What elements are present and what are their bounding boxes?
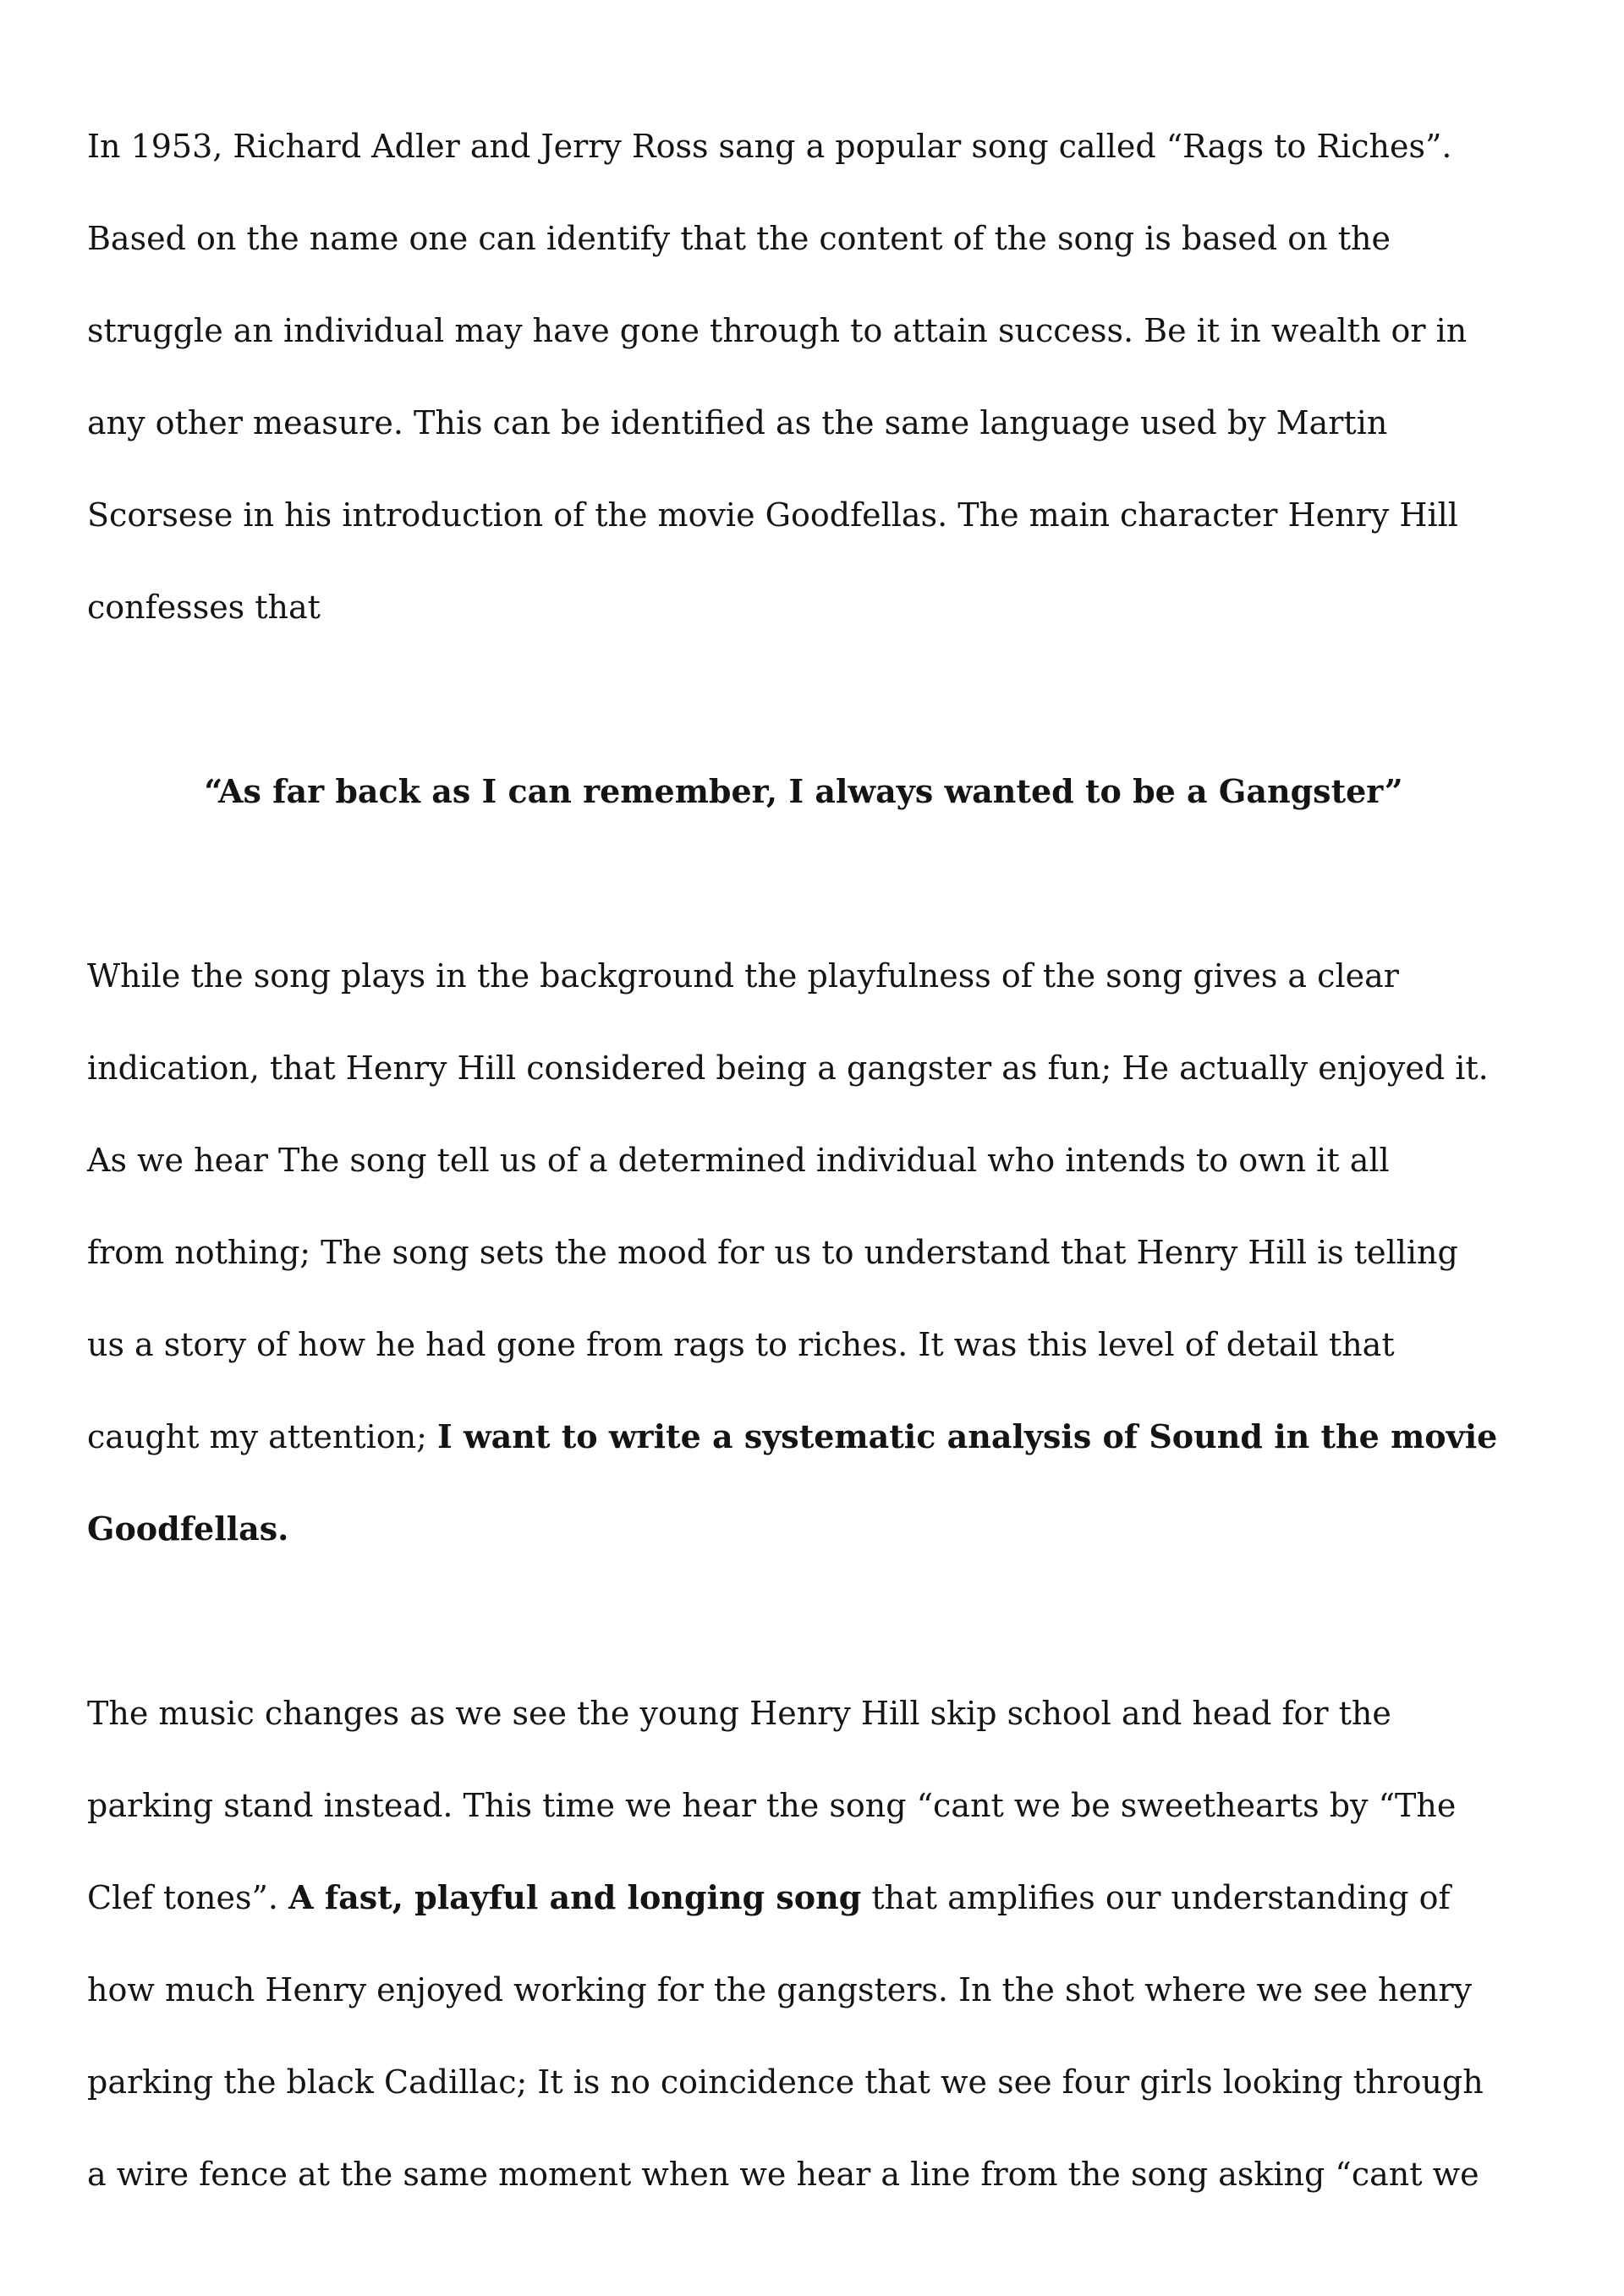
- paragraph-3-line-2: parking stand instead. This time we hear the song “cant we be sweethearts by “The: [87, 1787, 1457, 1824]
- paragraph-1-line-6: confesses that: [87, 589, 321, 626]
- paragraph-1-line-4: any other measure. This can be identified as the same language used by Martin: [87, 404, 1388, 441]
- paragraph-1-line-2: Based on the name one can identify that the content of the song is based on the: [87, 220, 1391, 257]
- paragraph-2-line-1: While the song plays in the background the playfulness of the song gives a clear: [87, 957, 1399, 995]
- song-description-bold: A fast, playful and longing song: [288, 1878, 862, 1916]
- paragraph-2-line-7: [87, 1505, 288, 1553]
- thesis-statement-part-1: I want to write a systematic analysis of Sound in the movie: [436, 1417, 1498, 1455]
- paragraph-3-line-3: [87, 1874, 1451, 1921]
- paragraph-3-line-3-plain-a: Clef tones”.: [87, 1879, 289, 1916]
- paragraph-2-line-2: indication, that Henry Hill considered being a gangster as fun; He actually enjoyed it.: [87, 1049, 1489, 1087]
- paragraph-3-line-3-plain-b: that amplifies our understanding of: [861, 1879, 1451, 1916]
- thesis-statement-part-2: Goodfellas.: [87, 1510, 289, 1548]
- paragraph-1-line-5: Scorsese in his introduction of the movie Goodfellas. The main character Henry Hill: [87, 496, 1458, 534]
- paragraph-3-line-6: a wire fence at the same moment when we hear a line from the song asking “cant we: [87, 2156, 1479, 2193]
- paragraph-3-line-1: The music changes as we see the young Henry Hill skip school and head for the: [87, 1695, 1391, 1732]
- paragraph-1-line-1: In 1953, Richard Adler and Jerry Ross sang a popular song called “Rags to Riches”.: [87, 128, 1452, 165]
- paragraph-1-line-3: struggle an individual may have gone through to attain success. Be it in wealth or in: [87, 312, 1468, 349]
- paragraph-3-line-5: parking the black Cadillac; It is no coincidence that we see four girls looking through: [87, 2063, 1484, 2101]
- paragraph-2-line-5: us a story of how he had gone from rags to riches. It was this level of detail that: [87, 1326, 1395, 1363]
- paragraph-2-line-3: As we hear The song tell us of a determined individual who intends to own it all: [87, 1142, 1390, 1179]
- paragraph-3-line-4: how much Henry enjoyed working for the gangsters. In the shot where we see henry: [87, 1971, 1473, 2008]
- paragraph-2-line-6: [87, 1413, 1497, 1460]
- paragraph-2-line-6-plain: caught my attention;: [87, 1418, 437, 1455]
- gangster-quote: “As far back as I can remember, I always wanted to be a Gangster”: [204, 772, 1403, 810]
- paragraph-2-line-4: from nothing; The song sets the mood for us to understand that Henry Hill is telling: [87, 1234, 1458, 1271]
